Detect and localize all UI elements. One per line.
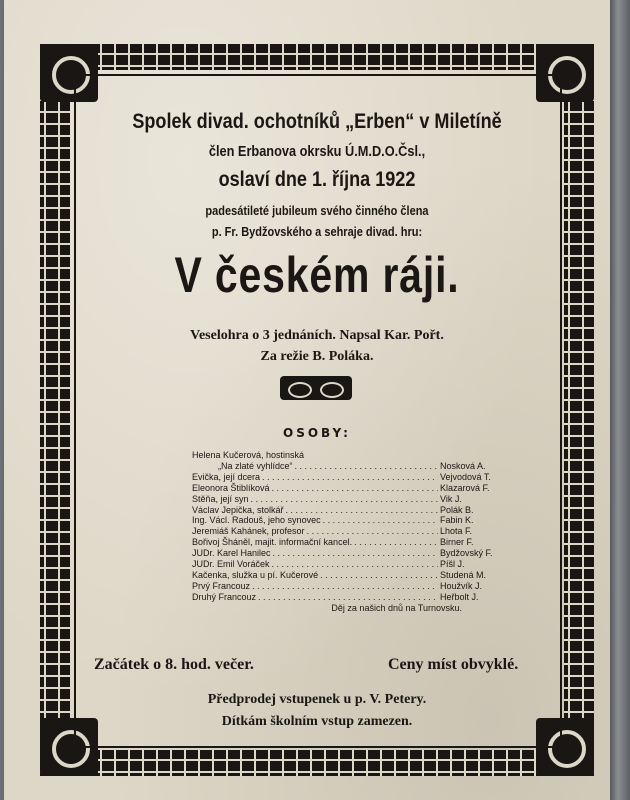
- cast-actor: Vik J.: [440, 493, 462, 504]
- children-notice: Dítkám školním vstup zamezen.: [221, 714, 413, 729]
- center-ornament: [280, 376, 352, 400]
- play-title: V českém ráji.: [174, 247, 460, 303]
- play-subtitle: Veselohra o 3 jednáních. Napsal Kar. Pořt.: [190, 328, 444, 343]
- scene-note: Děj za našich dnů na Turnovsku.: [331, 602, 462, 613]
- cast-role: JUDr. Karel Hanilec: [192, 548, 271, 559]
- start-time: Začátek o 8. hod. večer.: [94, 656, 254, 673]
- cast-role: Prvý Francouz: [192, 580, 251, 591]
- cast-row: [192, 450, 502, 461]
- cast-actor: Polák B.: [440, 504, 474, 515]
- border-bottom: [40, 750, 594, 776]
- cast-row: [192, 472, 502, 483]
- cast-actor: Houžvík J.: [440, 580, 483, 591]
- cast-row: [192, 570, 502, 581]
- cast-row: [192, 592, 502, 603]
- cast-row: [192, 581, 502, 592]
- cast-role: Helena Kučerová, hostinská: [192, 450, 305, 460]
- cast-row: [192, 526, 502, 537]
- border-right: [564, 44, 594, 776]
- cast-role: Druhý Francouz: [192, 591, 257, 602]
- celebration-date: oslaví dne 1. října 1922: [218, 168, 416, 191]
- membership-line: člen Erbanova okrsku Ú.M.D.O.Čsl.,: [208, 144, 426, 160]
- cast-row: [192, 537, 502, 548]
- cast-row: [192, 505, 502, 516]
- cast-role: Ing. Václ. Radouš, jeho synovec: [192, 515, 321, 526]
- cast-row: [192, 483, 502, 494]
- cast-actor: Klazarová F.: [440, 482, 490, 493]
- cast-actor: Nosková A.: [440, 460, 486, 471]
- cast-actor: Lhota F.: [440, 526, 473, 537]
- cast-role: Evička, její dcera: [192, 471, 261, 482]
- cast-role: Stěňa, její syn: [192, 493, 249, 504]
- border-top: [40, 44, 594, 70]
- ticket-prices: Ceny míst obvyklé.: [388, 656, 519, 673]
- cast-actor: Heřbolt J.: [440, 591, 479, 602]
- presale-info: Předprodej vstupenek u p. V. Petery.: [207, 692, 427, 707]
- background-strip: [610, 0, 630, 800]
- honoree-line: p. Fr. Bydžovského a sehraje divad. hru:: [211, 225, 423, 239]
- cast-heading: OSOBY:: [283, 426, 351, 440]
- cast-row: [192, 494, 502, 505]
- cast-role: Jeremiáš Kahánek, profesor: [192, 526, 305, 537]
- poster-paper: [4, 0, 610, 800]
- director-line: Za režie B. Poláka.: [260, 349, 374, 364]
- cast-role: JUDr. Emil Voráček: [192, 559, 270, 570]
- cast-list: [192, 450, 502, 614]
- cast-role: „Na zlaté vyhlídce“: [218, 460, 293, 471]
- border-left: [40, 44, 70, 776]
- cast-role: Bořivoj Šháněl, majit. informační kancel.: [192, 537, 353, 548]
- cast-actor: Birner F.: [440, 537, 474, 548]
- cast-actor: Píšl J.: [440, 559, 465, 570]
- cast-role: Eleonora Štiblíková: [192, 482, 270, 493]
- cast-row: [192, 559, 502, 570]
- cast-actor: Bydžovský F.: [440, 548, 493, 559]
- cast-row: [192, 515, 502, 526]
- cast-role: Václav Jepička, stolkář: [192, 504, 284, 515]
- cast-actor: Fabin K.: [440, 515, 474, 526]
- society-name: Spolek divad. ochotníků „Erben“ v Miletíně: [132, 110, 502, 133]
- jubilee-line: padesátileté jubileum svého činného člena: [205, 204, 429, 218]
- cast-actor: Vejvodová T.: [440, 471, 491, 482]
- cast-row: [192, 548, 502, 559]
- cast-role: Kačenka, služka u pí. Kučerové: [192, 569, 319, 580]
- cast-row: [192, 461, 502, 472]
- cast-actor: Studená M.: [440, 569, 487, 580]
